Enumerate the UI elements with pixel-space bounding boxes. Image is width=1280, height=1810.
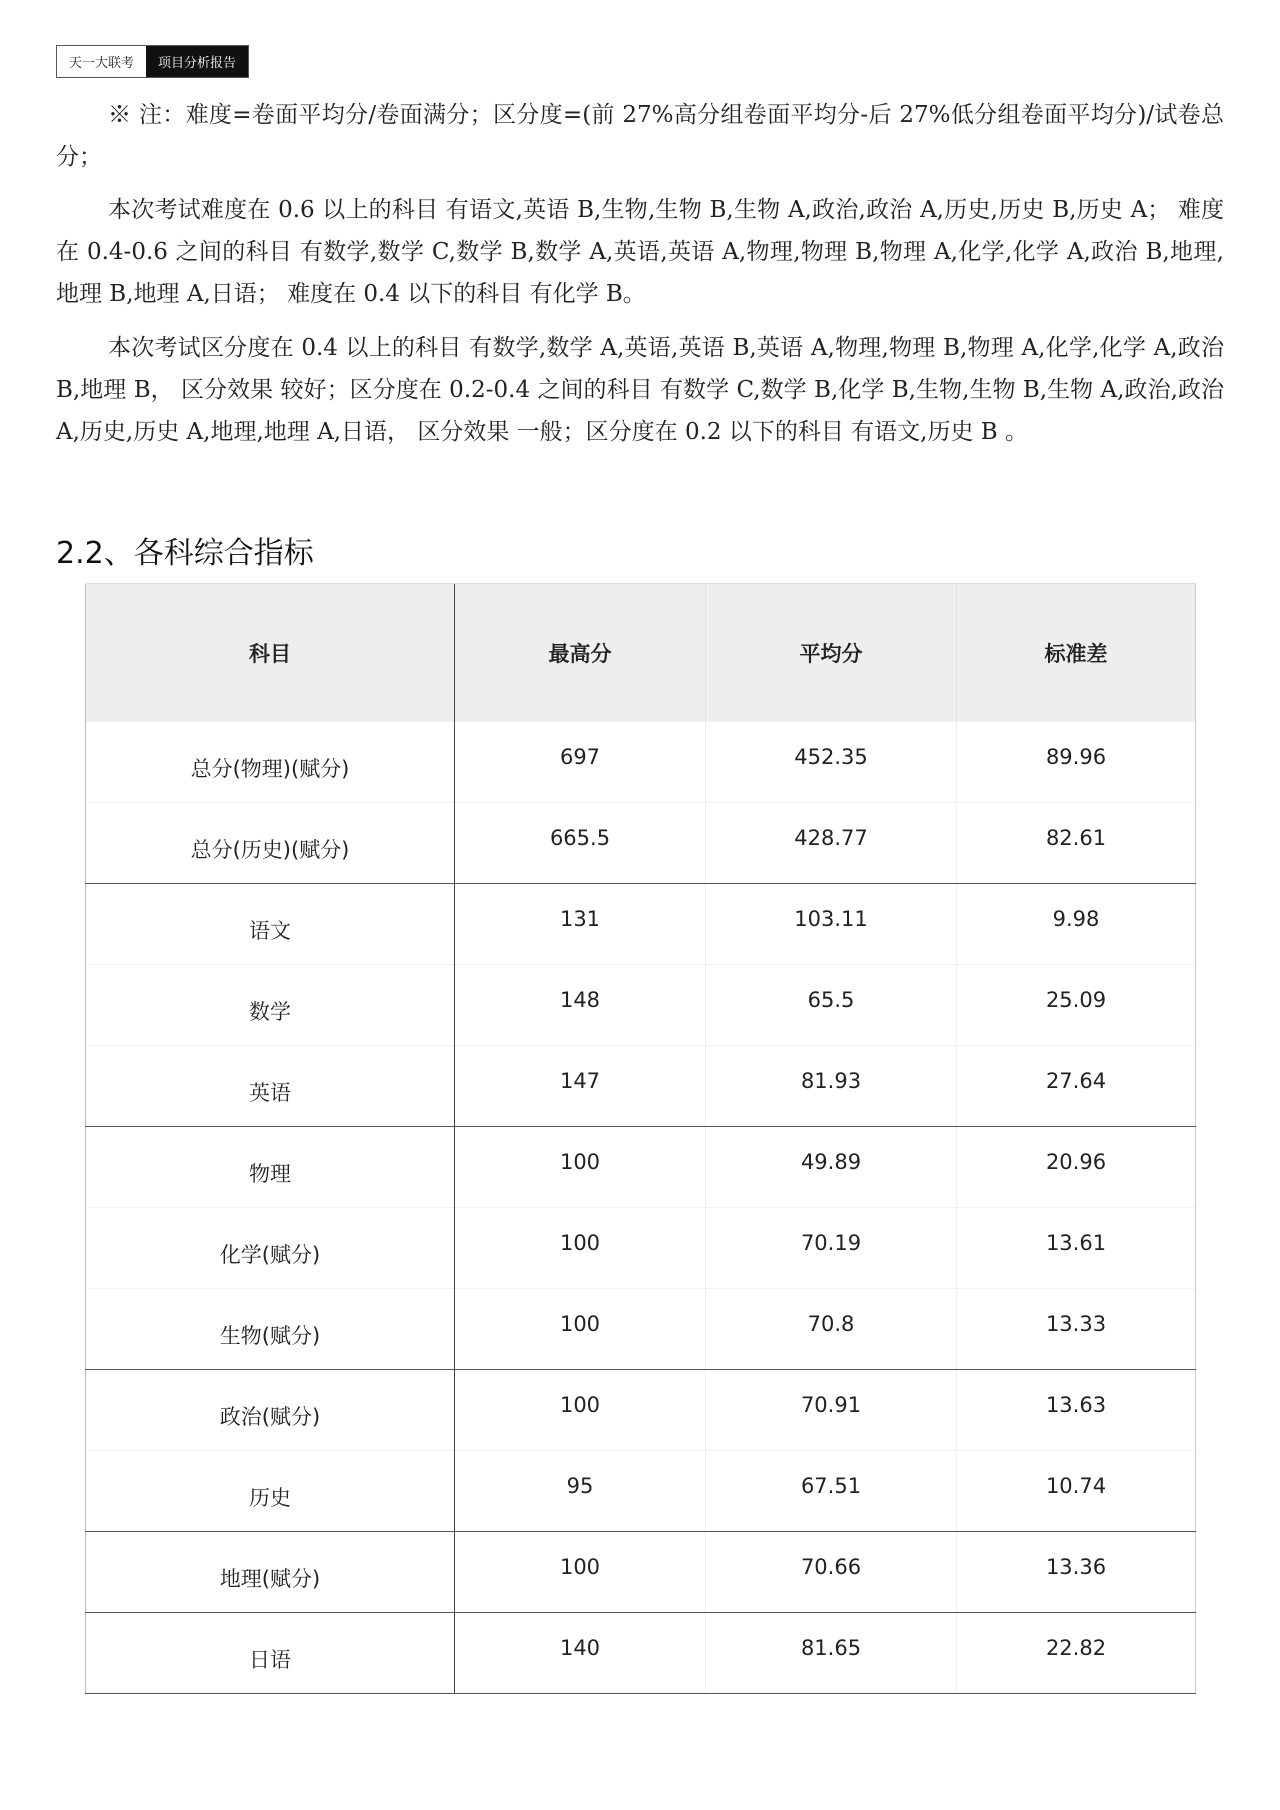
max-score-cell: 100 [455,1370,706,1451]
max-score-cell: 100 [455,1208,706,1289]
doc-type-label: 项目分析报告 [146,46,248,77]
max-score-cell: 148 [455,965,706,1046]
mean-score-cell: 70.8 [706,1289,957,1370]
col-header-std: 标准差 [957,584,1196,722]
table-row [86,1532,1196,1613]
mean-score-cell: 49.89 [706,1127,957,1208]
std-dev-cell: 82.61 [957,803,1196,884]
table-row [86,1046,1196,1127]
mean-score-cell: 81.93 [706,1046,957,1127]
discrimination-paragraph: 本次考试区分度在 0.4 以上的科目 有数学,数学 A,英语,英语 B,英语 A,物理,物理 B,物理 A,化学,化学 A,政治 B,地理 B， 区分效果 较好；区分度在 0.2-0.4 之间的科目 有数学 C,数学 B,化学 B,生物,生物 B,生物 A,政治,政治 A,历史,历史 A,地理,地理 A,日语， 区分效果 一般；区分度在 0.2 以下的科目 有语文,历史 B 。 [56,335,1224,445]
mean-score-cell: 70.91 [706,1370,957,1451]
mean-score-cell: 70.19 [706,1208,957,1289]
subject-cell: 总分(历史)(赋分) [86,803,455,884]
std-dev-cell: 9.98 [957,884,1196,965]
col-header-subject: 科目 [86,584,455,722]
max-score-cell: 100 [455,1127,706,1208]
difficulty-paragraph: 本次考试难度在 0.6 以上的科目 有语文,英语 B,生物,生物 B,生物 A,政治,政治 A,历史,历史 B,历史 A； 难度在 0.4-0.6 之间的科目 有数学,数学 C,数学 B,数学 A,英语,英语 A,物理,物理 B,物理 A,化学,化学 A,政治 B,地理,地理 B,地理 A,日语； 难度在 0.4 以下的科目 有化学 B。 [56,197,1224,307]
subject-cell: 英语 [86,1046,455,1127]
std-dev-cell: 25.09 [957,965,1196,1046]
mean-score-cell: 70.66 [706,1532,957,1613]
mean-score-cell: 452.35 [706,722,957,803]
max-score-cell: 100 [455,1532,706,1613]
std-dev-cell: 13.61 [957,1208,1196,1289]
table-row [86,722,1196,803]
section-title: 2.2、各科综合指标 [56,536,314,571]
table-row [86,1613,1196,1694]
table-row [86,884,1196,965]
subject-cell: 总分(物理)(赋分) [86,722,455,803]
mean-score-cell: 67.51 [706,1451,957,1532]
subject-cell: 地理(赋分) [86,1532,455,1613]
table-row [86,1127,1196,1208]
std-dev-cell: 27.64 [957,1046,1196,1127]
std-dev-cell: 20.96 [957,1127,1196,1208]
max-score-cell: 665.5 [455,803,706,884]
mean-score-cell: 65.5 [706,965,957,1046]
table-row [86,1289,1196,1370]
std-dev-cell: 89.96 [957,722,1196,803]
max-score-cell: 147 [455,1046,706,1127]
subject-cell: 政治(赋分) [86,1370,455,1451]
table-row [86,1451,1196,1532]
table-row [86,803,1196,884]
subject-cell: 日语 [86,1613,455,1694]
table-row [86,1370,1196,1451]
std-dev-cell: 13.63 [957,1370,1196,1451]
subject-cell: 数学 [86,965,455,1046]
mean-score-cell: 81.65 [706,1613,957,1694]
mean-score-cell: 103.11 [706,884,957,965]
subject-cell: 化学(赋分) [86,1208,455,1289]
subject-cell: 语文 [86,884,455,965]
max-score-cell: 140 [455,1613,706,1694]
table-row [86,965,1196,1046]
col-header-max: 最高分 [455,584,706,722]
note-paragraph: ※ 注：难度=卷面平均分/卷面满分；区分度=(前 27%高分组卷面平均分-后 27%低分组卷面平均分)/试卷总分； [56,102,1224,170]
std-dev-cell: 22.82 [957,1613,1196,1694]
max-score-cell: 100 [455,1289,706,1370]
col-header-mean: 平均分 [706,584,957,722]
org-label: 天一大联考 [69,56,135,71]
std-dev-cell: 10.74 [957,1451,1196,1532]
max-score-cell: 697 [455,722,706,803]
max-score-cell: 131 [455,884,706,965]
max-score-cell: 95 [455,1451,706,1532]
mean-score-cell: 428.77 [706,803,957,884]
table-header-row [86,584,1196,722]
subject-cell: 历史 [86,1451,455,1532]
header-badge [56,45,249,78]
subject-cell: 生物(赋分) [86,1289,455,1370]
subject-cell: 物理 [86,1127,455,1208]
subject-metrics-table [85,583,1196,1694]
table-row [86,1208,1196,1289]
std-dev-cell: 13.36 [957,1532,1196,1613]
std-dev-cell: 13.33 [957,1289,1196,1370]
